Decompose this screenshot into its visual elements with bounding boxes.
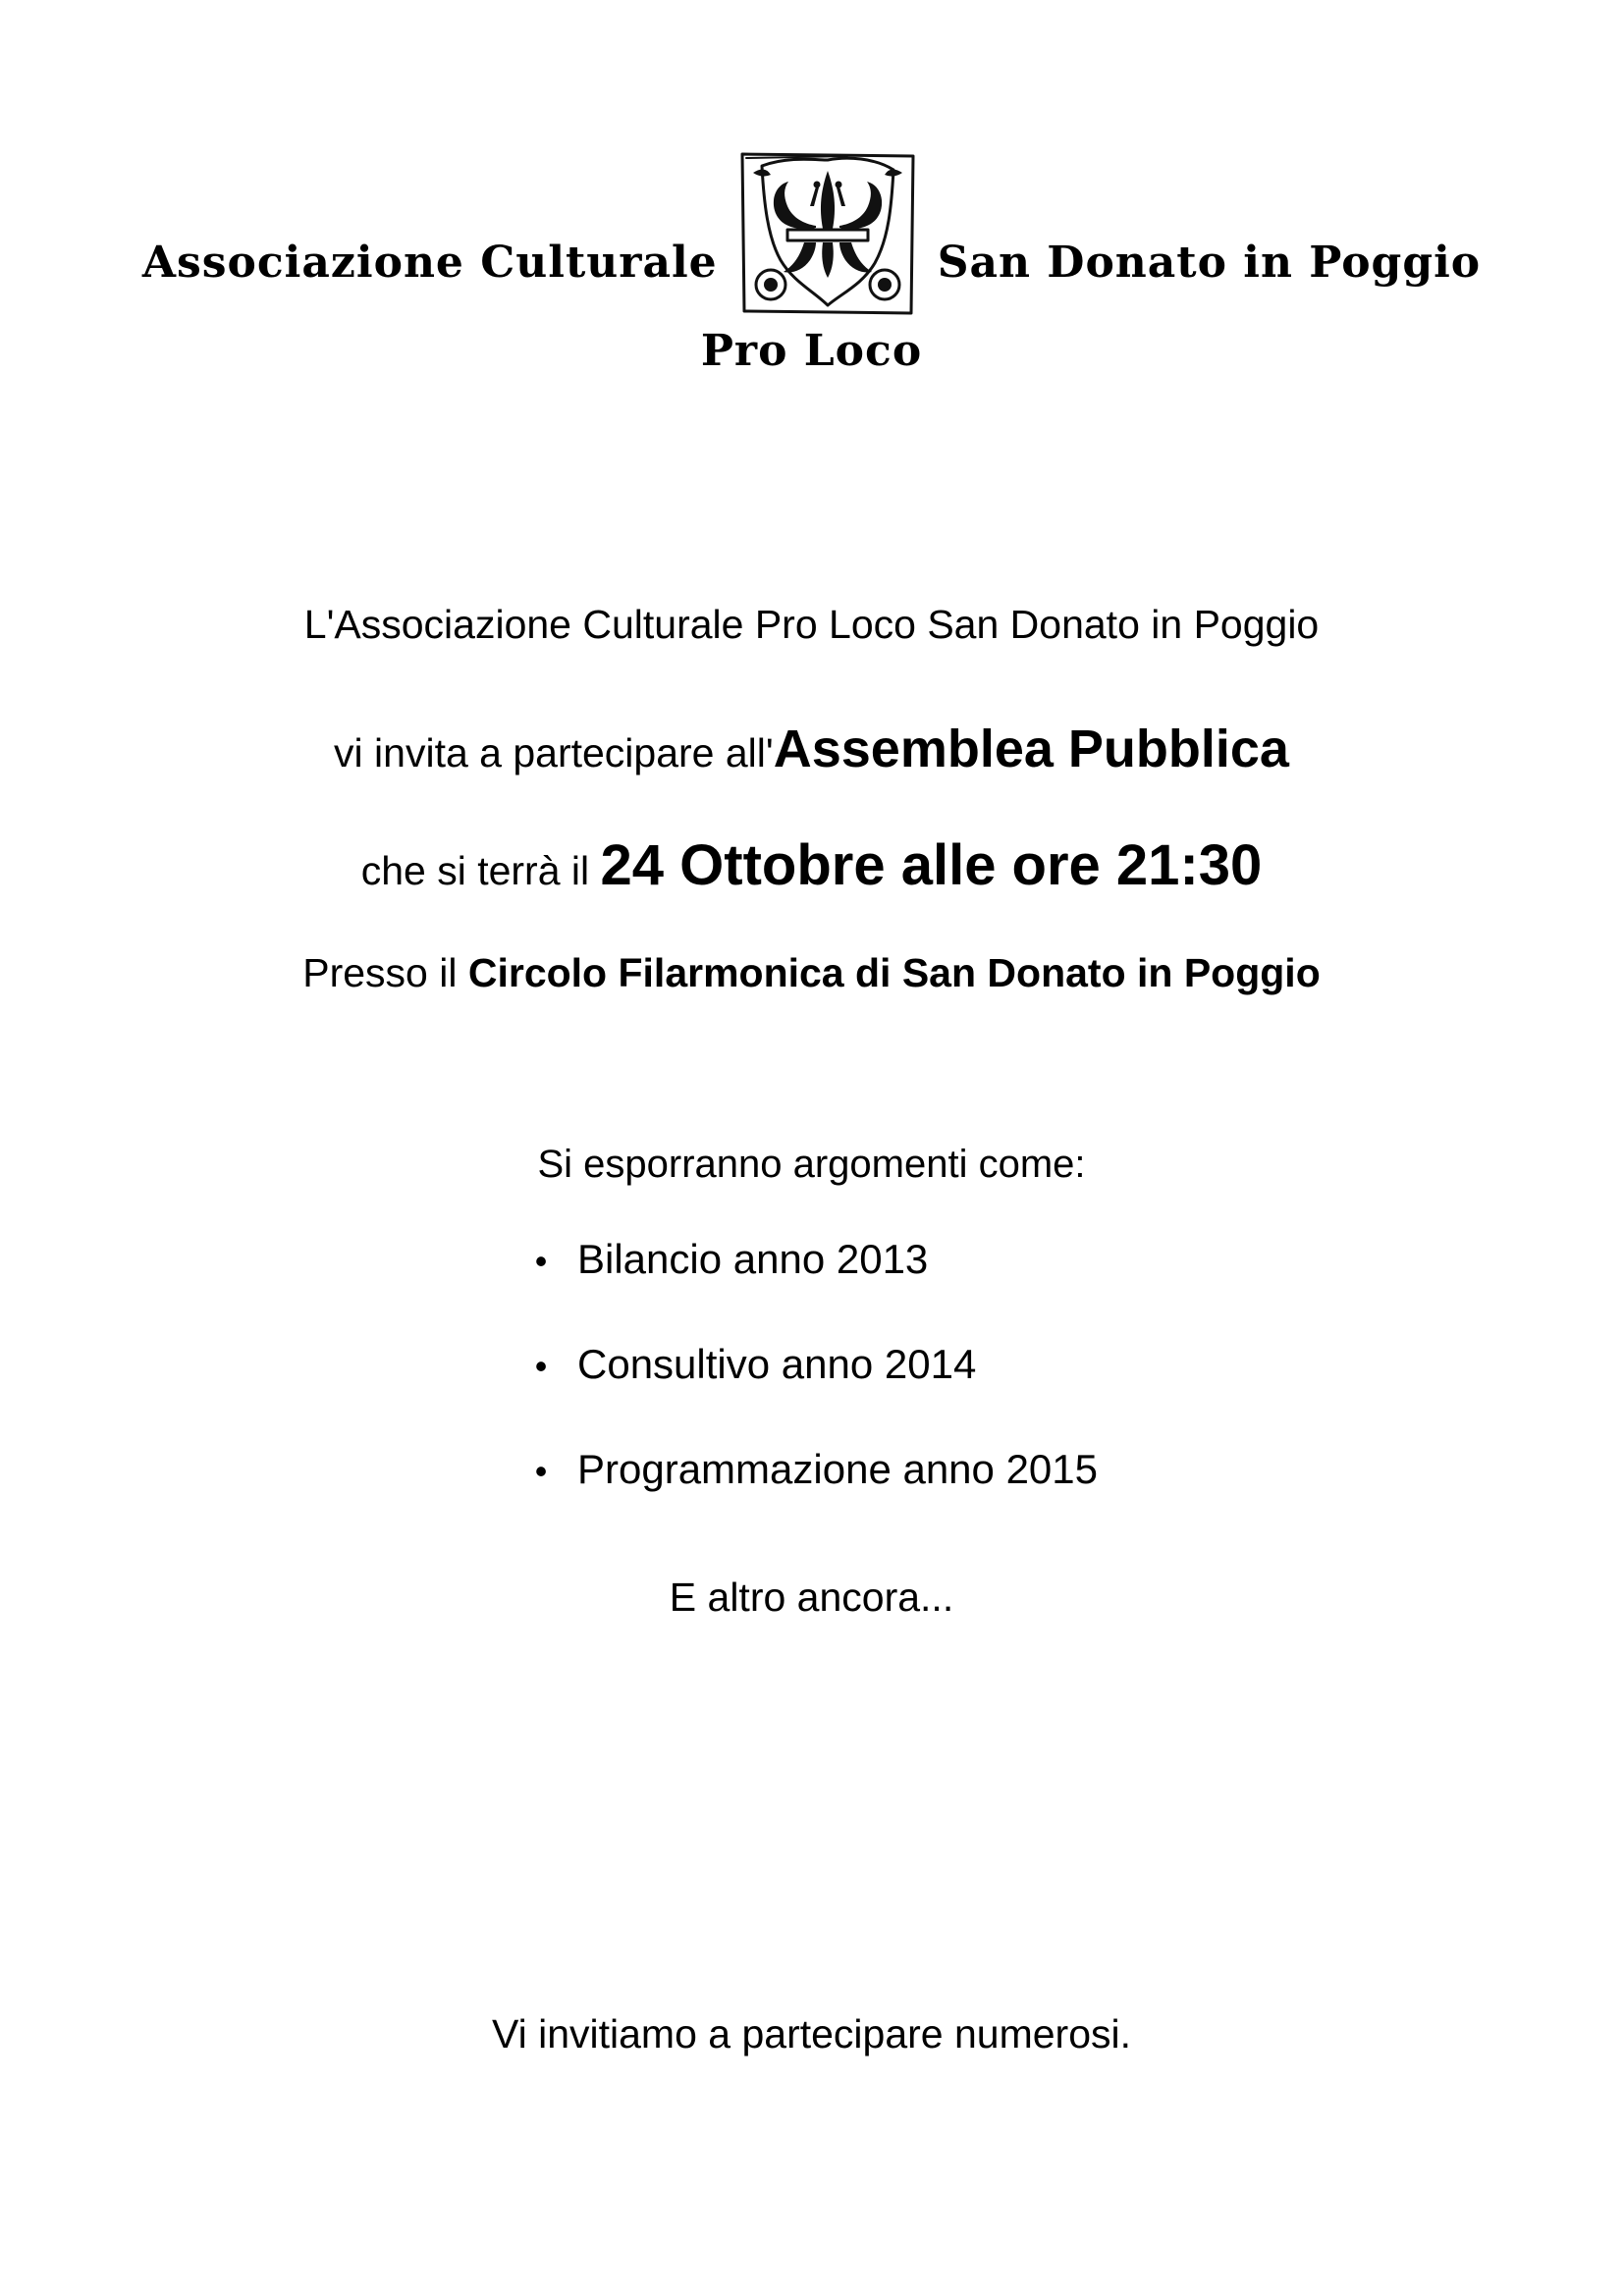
topic-label: Programmazione anno 2015 xyxy=(577,1446,1099,1492)
invitation-line-date-regular: che si terrà il xyxy=(360,848,601,893)
invitation-line-association: L'Associazione Culturale Pro Loco San Donato in Poggio xyxy=(303,602,1320,647)
invitation-line-event xyxy=(0,720,1623,778)
letterhead xyxy=(0,147,1623,322)
association-name-left: Associazione Culturale xyxy=(141,238,718,288)
list-item xyxy=(530,1236,1098,1282)
list-item xyxy=(530,1341,1098,1387)
association-name-right: San Donato in Poggio xyxy=(937,238,1482,288)
invitation-line-venue xyxy=(0,950,1623,995)
invitation-line-date xyxy=(0,833,1623,897)
proloco-subtitle: Pro Loco xyxy=(700,326,923,376)
list-item xyxy=(530,1446,1099,1492)
topic-label: Consultivo anno 2014 xyxy=(577,1341,977,1387)
bullet-icon: • xyxy=(534,1451,548,1491)
topic-label: Bilancio anno 2013 xyxy=(577,1236,929,1282)
invitation-line-event-regular: vi invita a partecipare all' xyxy=(334,730,774,775)
event-venue: Circolo Filarmonica di San Donato in Poggio xyxy=(467,950,1321,995)
event-title: Assemblea Pubblica xyxy=(773,720,1289,778)
topics-list xyxy=(530,1236,1099,1554)
topics-intro: Si esporranno argomenti come: xyxy=(537,1143,1086,1186)
bullet-icon: • xyxy=(534,1346,548,1386)
coat-of-arms-fleur-de-lis-icon xyxy=(731,147,924,322)
closing-text: Vi invitiamo a partecipare numerosi. xyxy=(492,2011,1131,2056)
event-datetime: 24 Ottobre alle ore 21:30 xyxy=(600,833,1263,897)
bullet-icon: • xyxy=(534,1241,548,1281)
topics-more-text: E altro ancora... xyxy=(669,1575,954,1620)
invitation-line-venue-regular: Presso il xyxy=(302,950,468,995)
